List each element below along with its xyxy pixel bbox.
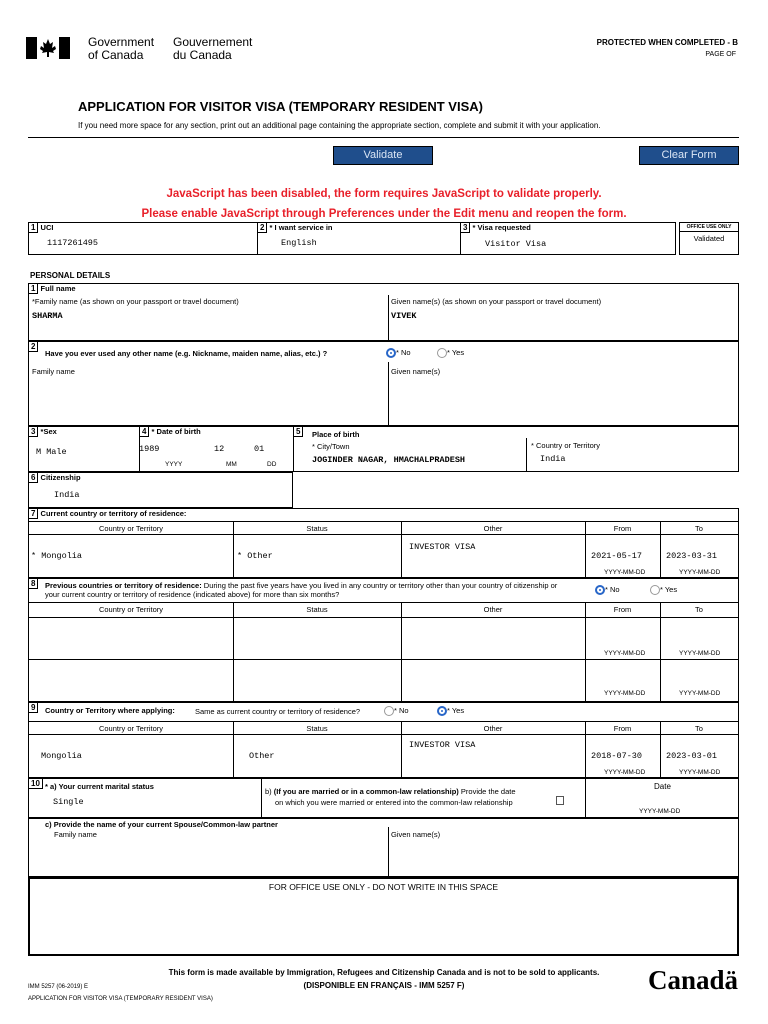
government-en: Government of Canada (88, 35, 155, 62)
clear-form-button[interactable]: Clear Form (639, 146, 739, 165)
current-from-field[interactable]: 2021-05-17 (591, 551, 643, 561)
js-warning-line2: Please enable JavaScript through Preferences under the Edit menu and reopen the form. (141, 208, 627, 220)
dob-day-field[interactable]: 01 (254, 444, 265, 454)
other-name-yes-radio[interactable]: * Yes (437, 348, 464, 358)
uci-field[interactable]: 1117261495 (47, 238, 99, 248)
office-use-only-box: FOR OFFICE USE ONLY - DO NOT WRITE IN THIS SPACE (28, 877, 739, 956)
applying-to-field[interactable]: 2023-03-01 (666, 751, 718, 761)
section-personal-details: PERSONAL DETAILS (30, 271, 111, 280)
applying-country-select[interactable]: Mongolia (41, 751, 82, 761)
visa-requested-select[interactable]: Visitor Visa (485, 239, 547, 249)
service-language-select[interactable]: English (281, 238, 317, 248)
current-status-select[interactable]: * Other (237, 551, 273, 561)
footer-french: (DISPONIBLE EN FRANÇAIS - IMM 5257 F) (303, 981, 465, 990)
dob-year-field[interactable]: 1989 (139, 444, 160, 454)
page-of: PAGE OF (705, 51, 736, 58)
birth-city-field[interactable]: JOGINDER NAGAR, HMACHALPRADESH (312, 455, 466, 465)
sex-dob-pob-block: 3 *Sex M Male 4 * Date of birth 1989 12 01 YYYY MM DD 5 Place of birth * City/Town JOGINDER NAGAR, HMACHALPRADESH * Country or Territory India (28, 426, 739, 472)
given-name-field[interactable]: VIVEK (391, 311, 417, 321)
form-code: IMM 5257 (06-2019) E (28, 984, 89, 990)
dob-month-field[interactable]: 12 (214, 444, 225, 454)
canada-flag-icon (26, 37, 70, 59)
applying-country-block: 9 Country or Territory where applying: Same as current country or territory of residence? * No * Yes Country or Territory Status Other From To Mongolia Other INVESTOR VISA 2018-07-30 2023-03-01 YYYY-MM-DD YYYY-MM-DD (28, 702, 739, 778)
same-country-yes-radio[interactable]: * Yes (437, 706, 464, 716)
current-residence-block: 7 Current country or territory of residence: Country or Territory Status Other From To * Mongolia * Other INVESTOR VISA 2021-05-17 2023-03-31 YYYY-MM-DD YYYY-MM-DD (28, 508, 739, 578)
office-use-box: OFFICE USE ONLY Validated (679, 222, 739, 255)
marital-status-block: 10 * a) Your current marital status Single b) (If you are married or in a common-law relationship) Provide the date on which you were married or entered into the common-law relationship Date YYYY-MM-DD (28, 778, 739, 818)
sex-select[interactable]: M Male (36, 447, 67, 457)
page-title: APPLICATION FOR VISITOR VISA (TEMPORARY RESIDENT VISA) (78, 99, 483, 114)
current-to-field[interactable]: 2023-03-31 (666, 551, 718, 561)
footer-notice: This form is made available by Immigration, Refugees and Citizenship Canada and is not to be sold to applicants. (168, 968, 600, 977)
family-name-field[interactable]: SHARMA (32, 311, 63, 321)
previous-residence-block: 8 Previous countries or territory of residence: During the past five years have you lived in any country or territory other than your country of citizenship or your current country or territory of residence (indicated above) for more than six months? * No * Yes Country or Territory Status Other From To YYYY-MM-DD YYYY-MM-DD YYYY-MM-DD YYYY-MM-DD (28, 578, 739, 702)
marriage-date-field[interactable]: YYYY-MM-DD (639, 808, 681, 815)
divider (28, 137, 739, 138)
spouse-name-block: c) Provide the name of your current Spouse/Common-law partner Family name Given name(s) (28, 818, 739, 877)
validate-button[interactable]: Validate (333, 146, 433, 165)
instructions: If you need more space for any section, print out an additional page containing the appropriate section, complete and submit it with your application. (78, 121, 601, 130)
top-fields-row: 1 UCI 1117261495 2 * I want service in English 3 * Visa requested Visitor Visa (28, 222, 676, 255)
other-name-block: 2 Have you ever used any other name (e.g. Nickname, maiden name, alias, etc.) ? * No * Yes Family name Given name(s) (28, 341, 739, 426)
birth-country-select[interactable]: India (540, 454, 566, 464)
applying-other-field[interactable]: INVESTOR VISA (409, 740, 476, 750)
applying-from-field[interactable]: 2018-07-30 (591, 751, 643, 761)
marriage-date-checkbox[interactable] (556, 796, 564, 805)
form-name: APPLICATION FOR VISITOR VISA (TEMPORARY RESIDENT VISA) (28, 996, 213, 1002)
same-country-no-radio[interactable]: * No (384, 706, 409, 716)
full-name-block: 1 Full name *Family name (as shown on your passport or travel document) SHARMA Given name(s) (as shown on your passport or travel document) VIVEK (28, 283, 739, 341)
citizenship-block: 6 Citizenship India (28, 472, 293, 508)
previous-residence-no-radio[interactable]: * No (595, 585, 620, 595)
protected-label: PROTECTED WHEN COMPLETED - B (596, 38, 738, 47)
current-country-select[interactable]: * Mongolia (31, 551, 83, 561)
previous-residence-yes-radio[interactable]: * Yes (650, 585, 677, 595)
canada-wordmark: Canadä (648, 965, 739, 995)
citizenship-select[interactable]: India (54, 490, 80, 500)
marital-status-select[interactable]: Single (53, 797, 84, 807)
current-other-field[interactable]: INVESTOR VISA (409, 542, 476, 552)
government-fr: Gouvernement du Canada (173, 35, 253, 62)
applying-status-select[interactable]: Other (249, 751, 275, 761)
js-warning-line1: JavaScript has been disabled, the form requires JavaScript to validate properly. (166, 188, 602, 200)
other-name-no-radio[interactable]: * No (386, 348, 411, 358)
